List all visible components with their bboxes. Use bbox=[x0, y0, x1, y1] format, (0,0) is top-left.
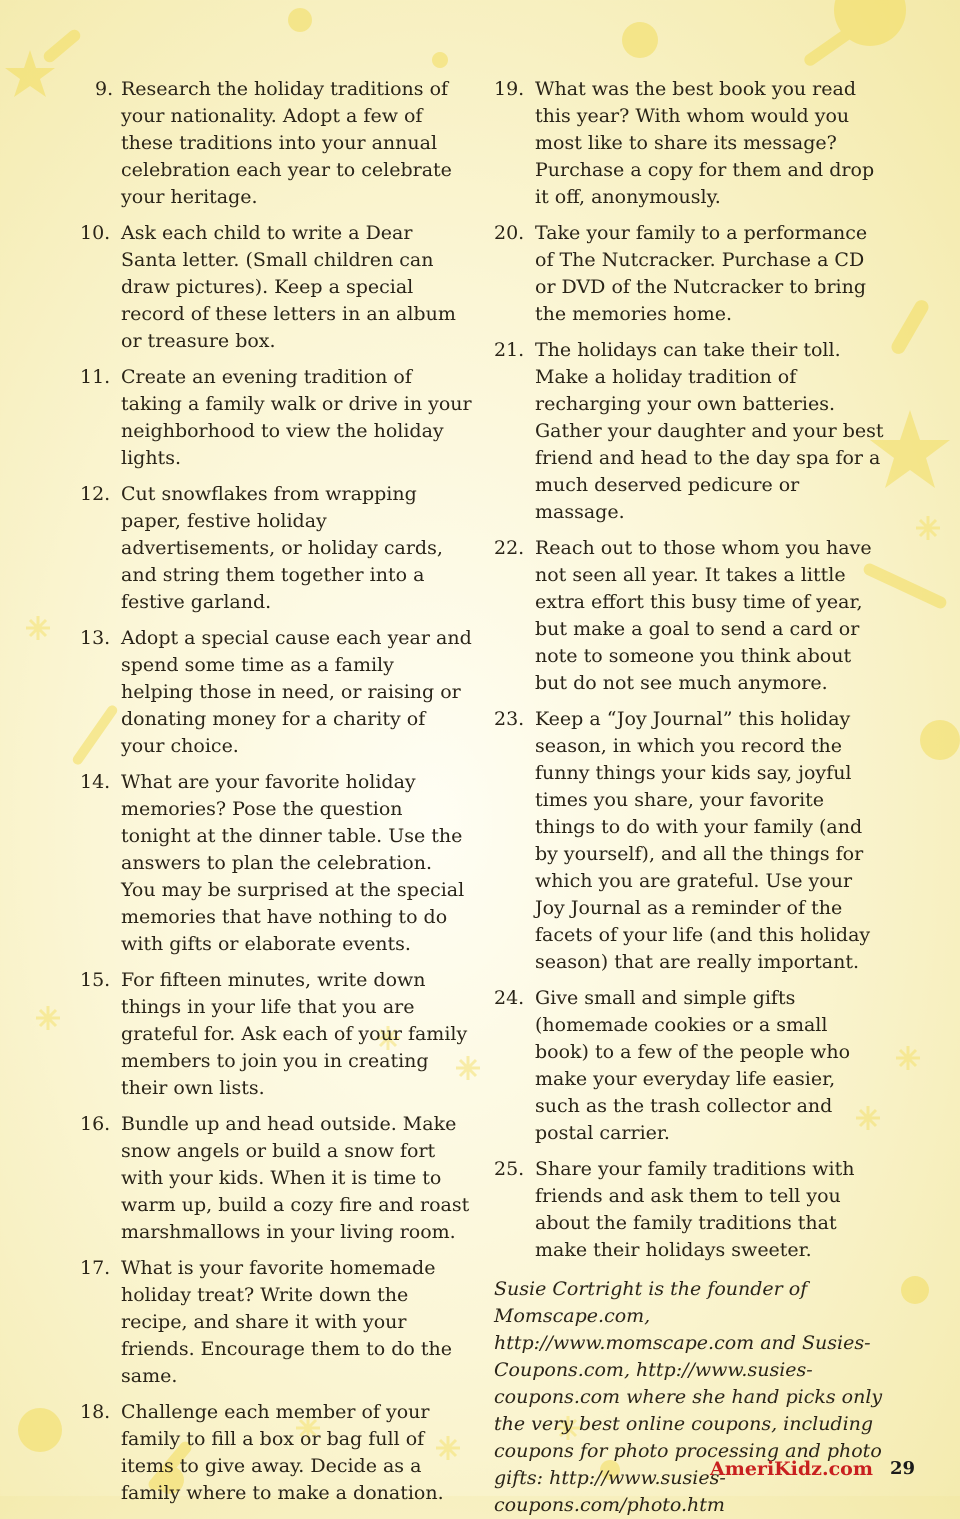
item-text: Bundle up and head outside. Make snow angels or build a snow fort with your kids. When it is time to warm up, build a cozy fire and roast marshmallows in your living room. bbox=[121, 1113, 470, 1243]
list-item bbox=[494, 985, 886, 1147]
item-number: 14. bbox=[80, 771, 111, 793]
item-text: Share your family traditions with friends and ask them to tell you about the family traditions that make their holidays sweeter. bbox=[535, 1158, 855, 1261]
list-item bbox=[80, 481, 472, 616]
list-item bbox=[80, 1399, 472, 1507]
list-item bbox=[80, 220, 472, 355]
item-number: 17. bbox=[80, 1257, 111, 1279]
item-number: 22. bbox=[494, 537, 525, 559]
item-text: The holidays can take their toll. Make a holiday tradition of recharging your own batteries. Gather your daughter and your best friend and head to the day spa for a much deserved pedicure or massage. bbox=[535, 339, 884, 523]
item-text: Challenge each member of your family to fill a box or bag full of items to give away. Decide as a family where to make a donation. bbox=[121, 1401, 444, 1504]
item-number: 23. bbox=[494, 708, 525, 730]
right-column bbox=[494, 76, 886, 1519]
list-item bbox=[494, 220, 886, 328]
footer-brand: AmeriKidz.com bbox=[710, 1458, 873, 1480]
item-text: Keep a “Joy Journal” this holiday season, in which you record the funny things your kids say, joyful times you share, your favorite things to do with your family (and by yourself), and all the things for which you are grateful. Use your Joy Journal as a reminder of the facets of your life (and this holiday season) that are really important. bbox=[535, 708, 871, 973]
item-number: 24. bbox=[494, 987, 525, 1009]
list-item bbox=[80, 967, 472, 1102]
item-text: What was the best book you read this year? With whom would you most like to share its message? Purchase a copy for them and drop it off, anonymously. bbox=[535, 78, 875, 208]
list-item bbox=[80, 625, 472, 760]
item-text: Research the holiday traditions of your nationality. Adopt a few of these traditions into your annual celebration each year to celebrate your heritage. bbox=[121, 78, 452, 208]
list-item bbox=[494, 76, 886, 211]
item-number: 18. bbox=[80, 1401, 111, 1423]
item-text: Ask each child to write a Dear Santa letter. (Small children can draw pictures). Keep a special record of these letters in an album or treasure box. bbox=[121, 222, 456, 352]
item-number: 12. bbox=[80, 483, 111, 505]
item-number: 16. bbox=[80, 1113, 111, 1135]
item-number: 13. bbox=[80, 627, 111, 649]
item-text: Create an evening tradition of taking a family walk or drive in your neighborhood to view the holiday lights. bbox=[121, 366, 472, 469]
item-number: 10. bbox=[80, 222, 111, 244]
list-item bbox=[494, 706, 886, 976]
list-item bbox=[80, 76, 472, 211]
left-column bbox=[80, 76, 472, 1516]
item-text: Adopt a special cause each year and spend some time as a family helping those in need, or raising or donating money for a charity of your choice. bbox=[121, 627, 472, 757]
list-item bbox=[80, 769, 472, 958]
list-item bbox=[80, 364, 472, 472]
item-text: What is your favorite homemade holiday treat? Write down the recipe, and share it with your friends. Encourage them to do the same. bbox=[121, 1257, 452, 1387]
item-text: What are your favorite holiday memories? Pose the question tonight at the dinner table. Use the answers to plan the celebration. You may be surprised at the special memories that have nothing to do with gifts or elaborate events. bbox=[121, 771, 465, 955]
author-credit: Susie Cortright is the founder of Momscape.com, http://www.momscape.com and Susies-Coupons.com, http://www.susies-coupons.com where she hand picks only the very best online coupons, including coupons for photo processing and photo gifts: http://www.susies-coupons.com/photo.htm bbox=[494, 1278, 883, 1516]
item-number: 11. bbox=[80, 366, 111, 388]
item-text: Cut snowflakes from wrapping paper, festive holiday advertisements, or holiday cards, and string them together into a festive garland. bbox=[121, 483, 443, 613]
page-number: 29 bbox=[890, 1458, 916, 1479]
item-text: For fifteen minutes, write down things in your life that you are grateful for. Ask each of your family members to join you in creating their own lists. bbox=[121, 969, 468, 1099]
list-item bbox=[494, 337, 886, 526]
list-item bbox=[494, 535, 886, 697]
item-text: Give small and simple gifts (homemade cookies or a small book) to a few of the people who make your everyday life easier, such as the trash collector and postal carrier. bbox=[535, 987, 851, 1144]
item-text: Reach out to those whom you have not seen all year. It takes a little extra effort this busy time of year, but make a goal to send a card or note to someone you think about but do not see much anymore. bbox=[535, 537, 872, 694]
list-item bbox=[80, 1255, 472, 1390]
item-number: 15. bbox=[80, 969, 111, 991]
item-number: 9. bbox=[95, 78, 114, 100]
list-item bbox=[80, 1111, 472, 1246]
list-item bbox=[494, 1156, 886, 1264]
item-number: 25. bbox=[494, 1158, 525, 1180]
item-text: Take your family to a performance of The Nutcracker. Purchase a CD or DVD of the Nutcracker to bring the memories home. bbox=[535, 222, 868, 325]
item-number: 21. bbox=[494, 339, 525, 361]
item-number: 20. bbox=[494, 222, 525, 244]
item-number: 19. bbox=[494, 78, 525, 100]
